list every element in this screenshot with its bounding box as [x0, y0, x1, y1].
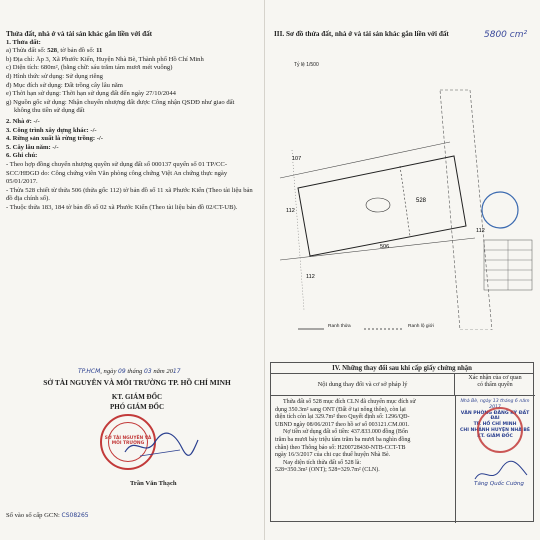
- page-fold: [264, 0, 265, 540]
- change-line: UBND ngày 08/06/2017 theo hồ sơ số 003121.CM.001.: [275, 421, 410, 428]
- stamp-line-2: TP. HỒ CHÍ MINH: [473, 422, 517, 428]
- usage-term-line: e) Thời hạn sử dụng: Thời hạn sử dụng đất đến ngày 27/10/2044: [6, 90, 176, 98]
- address-line: b) Địa chỉ: Ấp 3, Xã Phước Kiển, Huyện Nhà Bè, Thành phố Hồ Chí Minh: [6, 55, 204, 63]
- section-land-parcel: 1. Thửa đất:: [6, 38, 41, 46]
- table-divider: [455, 396, 456, 523]
- origin-line: g) Nguồn gốc sử dụng: Nhận chuyển nhượng đất được Công nhận QSDĐ như giao đất: [6, 98, 235, 106]
- left-page: [6, 30, 258, 212]
- parcel-divider: [400, 166, 410, 236]
- col-content-header: Nội dung thay đổi và cơ sở pháp lý: [271, 374, 455, 396]
- signer-name-right: Tăng Quốc Cường: [474, 481, 524, 487]
- date-city: TP.HCM: [78, 368, 101, 375]
- date-month: 03: [144, 368, 152, 375]
- date-day: 09: [118, 368, 126, 375]
- label-112-b: 112: [306, 274, 315, 280]
- map-legend: [294, 322, 534, 336]
- map-scale: Tỷ lệ 1/500: [294, 62, 319, 68]
- official-seal-right: [477, 407, 523, 453]
- change-content: [275, 399, 451, 475]
- area-line: c) Diện tích: 680m², (bằng chữ: sáu trăm tám mươi mét vuông): [6, 64, 173, 72]
- label-112-a: 112: [286, 208, 295, 214]
- col-confirm-header: [455, 374, 535, 396]
- section-perennial: 5. Cây lâu năm: -/-: [6, 143, 59, 151]
- issue-date: [78, 368, 181, 375]
- gcn-label: Số vào sổ cấp GCN:: [6, 512, 62, 519]
- changes-table-header: IV. Những thay đổi sau khi cấp giấy chứng nhận: [271, 363, 533, 374]
- seal-left-text: SỞ TÀI NGUYÊN VÀ MÔI TRƯỜNG: [104, 436, 152, 446]
- change-line: Thửa đất số 528 mục đích CLN đã chuyển mục đích sử: [283, 399, 416, 405]
- change-line: trăm ba mươi bảy triệu tám trăm ba mươi ba nghìn đồng: [275, 436, 411, 443]
- label-506: 506: [380, 244, 390, 250]
- label-107: 107: [292, 156, 302, 162]
- label-112-c: 112: [476, 228, 485, 234]
- usage-form-line: d) Hình thức sử dụng: Sử dụng riêng: [6, 72, 103, 80]
- section-forest: 4. Rừng sản xuất là rừng trồng: -/-: [6, 135, 103, 143]
- kt-director: KT. GIÁM ĐỐC: [111, 393, 163, 401]
- origin-line-2: không thu tiền sử dụng đất: [14, 107, 85, 115]
- date-ngay: , ngày: [100, 368, 117, 375]
- stamp-date: Nhà Bè, ngày 13 tháng 6 năm 2017: [460, 399, 530, 410]
- section-house: 2. Nhà ở: -/-: [6, 117, 40, 125]
- col-confirm-line-1: Xác nhận của cơ quan: [468, 375, 522, 381]
- signature-left: [120, 430, 200, 460]
- stamp-line-4: KT. GIÁM ĐỐC: [477, 433, 513, 439]
- change-line: chẵn) theo Thông báo số: H200728430-NTB-CCT-TB: [275, 444, 406, 451]
- ont-area-ellipse: [366, 198, 390, 212]
- note-2: - Thửa 528 chiết từ thửa 506 (thửa gốc 112) tờ bản đồ số 11 xã Phước Kiển (Theo tài liệu bản đồ địa chính số).: [6, 186, 253, 203]
- date-thang: tháng: [127, 368, 143, 375]
- stamp-line-1: VĂN PHÒNG ĐĂNG KÝ ĐẤT ĐAI: [460, 410, 530, 422]
- signer-name-left: Trần Văn Thạch: [130, 480, 177, 487]
- note-1: - Theo hợp đồng chuyển nhượng quyền sử dụng đất số 000137 quyển số 01 TP/CC-SCC/HĐGD do: Công chứng viên Văn phòng công chứng Việt An chứng thực ngày 05/01/2017.: [6, 160, 228, 186]
- change-line: diện tích còn lại 329.7m² theo Quyết định số: 1296/QĐ-: [275, 414, 410, 421]
- stamp-line-3: CHI NHÁNH HUYỆN NHÀ BÈ: [459, 427, 531, 433]
- parcel-528-outline: [298, 156, 466, 256]
- label-528: 528: [416, 198, 427, 204]
- changes-table: [270, 362, 534, 522]
- sheet-label: , tờ bản đồ số:: [57, 47, 97, 55]
- note-3: - Thuộc thửa 183, 184 tờ bản đồ số 02 xã Phước Kiển (Theo tài liệu bản đồ 02/CT-UB).: [6, 203, 238, 211]
- usage-purpose-line: đ) Mục đích sử dụng: Đất trồng cây lâu năm: [6, 81, 123, 89]
- parcel-number-line: [6, 47, 258, 56]
- change-line: ngày 16/3/2017 của chi cục thuế huyện Nhà Bè.: [275, 452, 391, 459]
- legend-road: Ranh lộ giới: [408, 324, 434, 329]
- section-other-construction: 3. Công trình xây dựng khác: -/-: [6, 126, 97, 134]
- road-strip: [440, 90, 492, 330]
- left-heading: Thửa đất, nhà ở và tài sản khác gắn liền với đất: [6, 30, 153, 38]
- parcel-number: 528: [47, 47, 58, 55]
- legend-boundary: Ranh thửa: [328, 324, 351, 329]
- col-confirm-line-2: có thẩm quyền: [477, 382, 513, 389]
- sheet-number: 11: [96, 47, 103, 55]
- change-line: dụng 350.3m² sang ONT (Đất ở tại nông thôn), còn lại: [275, 406, 406, 413]
- deputy-director: PHÓ GIÁM ĐỐC: [109, 403, 165, 411]
- date-year: 17: [172, 368, 181, 375]
- map-stamp: [482, 192, 518, 228]
- department-title: SỞ TÀI NGUYÊN VÀ MÔI TRƯỜNG TP. HỒ CHÍ MINH: [43, 378, 231, 387]
- gcn-value: CS08265: [61, 512, 89, 519]
- change-line: 528=350.3m² (ONT); 528=329.7m² (CLN).: [275, 467, 380, 474]
- date-nam: năm 20: [153, 368, 173, 375]
- change-line: Nay diện tích thửa đất số 528 là:: [283, 459, 362, 466]
- handwritten-area-note: 5800 cm²: [484, 30, 528, 40]
- section-notes: 6. Ghi chú:: [6, 152, 38, 160]
- parcel-label: a) Thửa đất số:: [6, 47, 48, 55]
- right-title: III. Sơ đồ thửa đất, nhà ở và tài sản khác gắn liền với đất: [274, 30, 449, 38]
- parcel-diagram: [270, 60, 536, 330]
- neighbor-boundary-top: [280, 142, 450, 178]
- gcn-entry-number: [6, 512, 89, 519]
- change-line: Nợ tiền sử dụng đất số tiền: 437.833.000 đồng (Bốn: [283, 429, 408, 436]
